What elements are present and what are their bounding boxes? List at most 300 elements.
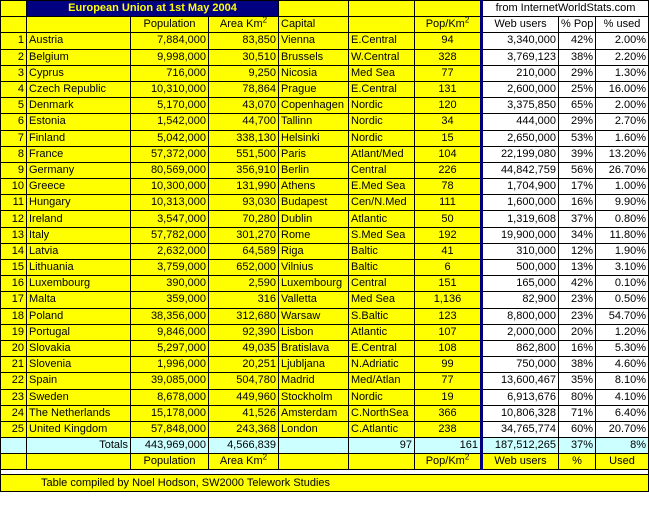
pct-used-cell: 2.00% — [596, 98, 649, 114]
density-cell: 50 — [415, 211, 482, 227]
pct-used-cell: 1.30% — [596, 65, 649, 81]
country-cell: Lithuania — [27, 260, 131, 276]
web-users-cell: 3,375,850 — [482, 98, 559, 114]
header-pop-km: Pop/Km$^2$ — [415, 17, 482, 33]
web-users-cell: 3,340,000 — [482, 33, 559, 49]
capital-cell: Luxembourg — [279, 276, 349, 292]
capital-cell: Stockholm — [279, 389, 349, 405]
table-row — [1, 49, 649, 65]
pct-used-cell: 1.90% — [596, 243, 649, 259]
capital-cell: Ljubljana — [279, 357, 349, 373]
region-cell: Nordic — [349, 98, 415, 114]
region-cell: Baltic — [349, 260, 415, 276]
density-cell: 19 — [415, 389, 482, 405]
population-cell: 1,542,000 — [131, 114, 209, 130]
row-number: 21 — [1, 357, 27, 373]
area-cell: 9,250 — [209, 65, 279, 81]
capital-cell: Valletta — [279, 292, 349, 308]
header-row — [1, 17, 649, 33]
density-cell: 108 — [415, 340, 482, 356]
region-cell: Med Sea — [349, 65, 415, 81]
web-users-cell: 13,600,467 — [482, 373, 559, 389]
country-cell: Poland — [27, 308, 131, 324]
web-users-cell: 210,000 — [482, 65, 559, 81]
pct-pop-cell: 71% — [559, 405, 596, 421]
population-cell: 80,569,000 — [131, 162, 209, 178]
country-cell: Ireland — [27, 211, 131, 227]
country-cell: Latvia — [27, 243, 131, 259]
web-users-cell: 310,000 — [482, 243, 559, 259]
country-cell: Sweden — [27, 389, 131, 405]
density-cell: 151 — [415, 276, 482, 292]
population-cell: 38,356,000 — [131, 308, 209, 324]
row-number: 10 — [1, 179, 27, 195]
table-row — [1, 195, 649, 211]
country-cell: Slovenia — [27, 357, 131, 373]
region-cell: C.NorthSea — [349, 405, 415, 421]
capital-cell: Vilnius — [279, 260, 349, 276]
population-cell: 716,000 — [131, 65, 209, 81]
country-cell: Hungary — [27, 195, 131, 211]
density-cell: 366 — [415, 405, 482, 421]
row-number: 11 — [1, 195, 27, 211]
table-row — [1, 260, 649, 276]
population-cell: 5,297,000 — [131, 340, 209, 356]
country-cell: Spain — [27, 373, 131, 389]
country-cell: Austria — [27, 33, 131, 49]
area-cell: 44,700 — [209, 114, 279, 130]
region-cell: N.Adriatic — [349, 357, 415, 373]
empty-cell — [27, 454, 131, 470]
pct-pop-cell: 38% — [559, 357, 596, 373]
totals-area: 4,566,839 — [209, 438, 279, 454]
empty-cell — [415, 1, 482, 17]
bottom-header-used: Used — [596, 454, 649, 470]
row-number: 12 — [1, 211, 27, 227]
row-number: 24 — [1, 405, 27, 421]
web-users-cell: 82,900 — [482, 292, 559, 308]
density-cell: 41 — [415, 243, 482, 259]
density-cell: 77 — [415, 65, 482, 81]
area-cell: 78,864 — [209, 81, 279, 97]
population-cell: 8,678,000 — [131, 389, 209, 405]
web-users-cell: 2,600,000 — [482, 81, 559, 97]
area-cell: 49,035 — [209, 340, 279, 356]
density-cell: 123 — [415, 308, 482, 324]
population-cell: 3,759,000 — [131, 260, 209, 276]
footer-row — [1, 475, 649, 491]
pct-used-cell: 4.60% — [596, 357, 649, 373]
pct-pop-cell: 53% — [559, 130, 596, 146]
pct-used-cell: 8.10% — [596, 373, 649, 389]
pct-pop-cell: 56% — [559, 162, 596, 178]
bottom-header-pct: % — [559, 454, 596, 470]
pct-pop-cell: 39% — [559, 146, 596, 162]
pct-used-cell: 2.20% — [596, 49, 649, 65]
table-row — [1, 114, 649, 130]
population-cell: 5,170,000 — [131, 98, 209, 114]
country-cell: France — [27, 146, 131, 162]
row-number: 9 — [1, 162, 27, 178]
pct-pop-cell: 20% — [559, 324, 596, 340]
pct-used-cell: 26.70% — [596, 162, 649, 178]
area-cell: 83,850 — [209, 33, 279, 49]
capital-cell: Athens — [279, 179, 349, 195]
web-users-cell: 2,000,000 — [482, 324, 559, 340]
empty-cell — [349, 17, 415, 33]
capital-cell: Helsinki — [279, 130, 349, 146]
pct-pop-cell: 23% — [559, 308, 596, 324]
table-row — [1, 243, 649, 259]
pct-used-cell: 1.60% — [596, 130, 649, 146]
empty-cell — [349, 1, 415, 17]
pct-pop-cell: 65% — [559, 98, 596, 114]
region-cell: E.Med Sea — [349, 179, 415, 195]
table-row — [1, 162, 649, 178]
pct-pop-cell: 29% — [559, 114, 596, 130]
table-row — [1, 81, 649, 97]
web-users-cell: 3,769,123 — [482, 49, 559, 65]
pct-used-cell: 4.10% — [596, 389, 649, 405]
pct-used-cell: 2.70% — [596, 114, 649, 130]
pct-used-cell: 16.00% — [596, 81, 649, 97]
population-cell: 390,000 — [131, 276, 209, 292]
capital-cell: Brussels — [279, 49, 349, 65]
totals-region: 97 — [349, 438, 415, 454]
region-cell: Nordic — [349, 389, 415, 405]
country-cell: Belgium — [27, 49, 131, 65]
country-cell: Italy — [27, 227, 131, 243]
population-cell: 15,178,000 — [131, 405, 209, 421]
density-cell: 15 — [415, 130, 482, 146]
bottom-header-area: Area Km$^2$ — [209, 454, 279, 470]
row-number: 5 — [1, 98, 27, 114]
capital-cell: London — [279, 421, 349, 437]
region-cell: E.Central — [349, 340, 415, 356]
pct-pop-cell: 17% — [559, 179, 596, 195]
area-cell: 20,251 — [209, 357, 279, 373]
table-row — [1, 130, 649, 146]
pct-used-cell: 13.20% — [596, 146, 649, 162]
table-row — [1, 33, 649, 49]
web-users-cell: 165,000 — [482, 276, 559, 292]
row-number: 20 — [1, 340, 27, 356]
region-cell: Central — [349, 276, 415, 292]
density-cell: 238 — [415, 421, 482, 437]
pct-used-cell: 54.70% — [596, 308, 649, 324]
table-title: European Union at 1st May 2004 — [27, 1, 279, 17]
country-cell: Estonia — [27, 114, 131, 130]
row-number: 2 — [1, 49, 27, 65]
region-cell: Atlant/Med — [349, 146, 415, 162]
capital-cell: Vienna — [279, 33, 349, 49]
area-cell: 301,270 — [209, 227, 279, 243]
pct-used-cell: 1.20% — [596, 324, 649, 340]
row-number: 15 — [1, 260, 27, 276]
density-cell: 328 — [415, 49, 482, 65]
table-row — [1, 405, 649, 421]
capital-cell: Berlin — [279, 162, 349, 178]
pct-used-cell: 11.80% — [596, 227, 649, 243]
capital-cell: Rome — [279, 227, 349, 243]
empty-cell — [279, 438, 349, 454]
population-cell: 1,996,000 — [131, 357, 209, 373]
area-cell: 551,500 — [209, 146, 279, 162]
region-cell: W.Central — [349, 49, 415, 65]
web-users-cell: 1,319,608 — [482, 211, 559, 227]
totals-web-users: 187,512,265 — [482, 438, 559, 454]
pct-pop-cell: 35% — [559, 373, 596, 389]
pct-used-cell: 0.80% — [596, 211, 649, 227]
web-users-cell: 19,900,000 — [482, 227, 559, 243]
country-cell: Portugal — [27, 324, 131, 340]
web-users-cell: 1,600,000 — [482, 195, 559, 211]
country-cell: Malta — [27, 292, 131, 308]
totals-pct-pop: 37% — [559, 438, 596, 454]
table-row — [1, 292, 649, 308]
population-cell: 7,884,000 — [131, 33, 209, 49]
region-cell: Nordic — [349, 114, 415, 130]
pct-pop-cell: 29% — [559, 65, 596, 81]
population-cell: 5,042,000 — [131, 130, 209, 146]
row-number: 19 — [1, 324, 27, 340]
table-row — [1, 389, 649, 405]
row-number: 16 — [1, 276, 27, 292]
pct-used-cell: 2.00% — [596, 33, 649, 49]
area-cell: 2,590 — [209, 276, 279, 292]
capital-cell: Amsterdam — [279, 405, 349, 421]
totals-density: 161 — [415, 438, 482, 454]
density-cell: 99 — [415, 357, 482, 373]
region-cell: Nordic — [349, 130, 415, 146]
density-cell: 131 — [415, 81, 482, 97]
pct-pop-cell: 38% — [559, 49, 596, 65]
web-users-cell: 22,199,080 — [482, 146, 559, 162]
bottom-header-pop-km: Pop/Km$^2$ — [415, 454, 482, 470]
empty-cell — [349, 454, 415, 470]
region-cell: E.Central — [349, 33, 415, 49]
table-row — [1, 421, 649, 437]
table-row — [1, 227, 649, 243]
bottom-header-web-users: Web users — [482, 454, 559, 470]
capital-cell: Bratislava — [279, 340, 349, 356]
web-users-cell: 444,000 — [482, 114, 559, 130]
pct-pop-cell: 42% — [559, 276, 596, 292]
web-users-cell: 862,800 — [482, 340, 559, 356]
capital-cell: Tallinn — [279, 114, 349, 130]
pct-pop-cell: 16% — [559, 195, 596, 211]
country-cell: Germany — [27, 162, 131, 178]
region-cell: S.Med Sea — [349, 227, 415, 243]
source-label: from InternetWorldStats.com — [482, 1, 649, 17]
table-row — [1, 146, 649, 162]
web-users-cell: 750,000 — [482, 357, 559, 373]
area-cell: 93,030 — [209, 195, 279, 211]
area-cell: 243,368 — [209, 421, 279, 437]
population-cell: 57,848,000 — [131, 421, 209, 437]
totals-label: Totals — [27, 438, 131, 454]
capital-cell: Nicosia — [279, 65, 349, 81]
row-number: 7 — [1, 130, 27, 146]
pct-pop-cell: 23% — [559, 292, 596, 308]
web-users-cell: 8,800,000 — [482, 308, 559, 324]
empty-cell — [27, 17, 131, 33]
header-pct-pop: % Pop — [559, 17, 596, 33]
capital-cell: Paris — [279, 146, 349, 162]
bottom-header-row — [1, 454, 649, 470]
area-cell: 131,990 — [209, 179, 279, 195]
area-cell: 70,280 — [209, 211, 279, 227]
capital-cell: Warsaw — [279, 308, 349, 324]
pct-used-cell: 1.00% — [596, 179, 649, 195]
area-cell: 41,526 — [209, 405, 279, 421]
table-row — [1, 324, 649, 340]
region-cell: Baltic — [349, 243, 415, 259]
header-pct-used: % used — [596, 17, 649, 33]
pct-used-cell: 9.90% — [596, 195, 649, 211]
totals-pct-used: 8% — [596, 438, 649, 454]
corner-cell — [1, 1, 27, 17]
pct-used-cell: 0.10% — [596, 276, 649, 292]
table-row — [1, 276, 649, 292]
totals-row — [1, 438, 649, 454]
region-cell: S.Baltic — [349, 308, 415, 324]
pct-used-cell: 3.10% — [596, 260, 649, 276]
table-row — [1, 98, 649, 114]
area-cell: 652,000 — [209, 260, 279, 276]
web-users-cell: 44,842,759 — [482, 162, 559, 178]
capital-cell: Dublin — [279, 211, 349, 227]
country-cell: United Kingdom — [27, 421, 131, 437]
area-cell: 92,390 — [209, 324, 279, 340]
pct-used-cell: 5.30% — [596, 340, 649, 356]
population-cell: 9,998,000 — [131, 49, 209, 65]
density-cell: 94 — [415, 33, 482, 49]
density-cell: 1,136 — [415, 292, 482, 308]
area-cell: 449,960 — [209, 389, 279, 405]
web-users-cell: 500,000 — [482, 260, 559, 276]
density-cell: 192 — [415, 227, 482, 243]
row-number: 1 — [1, 33, 27, 49]
pct-used-cell: 20.70% — [596, 421, 649, 437]
empty-cell — [1, 438, 27, 454]
row-number: 14 — [1, 243, 27, 259]
row-number: 22 — [1, 373, 27, 389]
header-area: Area Km$^2$ — [209, 17, 279, 33]
population-cell: 57,372,000 — [131, 146, 209, 162]
empty-cell — [1, 17, 27, 33]
area-cell: 30,510 — [209, 49, 279, 65]
pct-pop-cell: 42% — [559, 33, 596, 49]
density-cell: 226 — [415, 162, 482, 178]
row-number: 25 — [1, 421, 27, 437]
population-cell: 10,300,000 — [131, 179, 209, 195]
web-users-cell: 10,806,328 — [482, 405, 559, 421]
row-number: 6 — [1, 114, 27, 130]
row-number: 3 — [1, 65, 27, 81]
table-row — [1, 65, 649, 81]
row-number: 4 — [1, 81, 27, 97]
header-population: Population — [131, 17, 209, 33]
row-number: 18 — [1, 308, 27, 324]
pct-used-cell: 0.50% — [596, 292, 649, 308]
area-cell: 316 — [209, 292, 279, 308]
population-cell: 57,782,000 — [131, 227, 209, 243]
pct-pop-cell: 60% — [559, 421, 596, 437]
capital-cell: Prague — [279, 81, 349, 97]
pct-pop-cell: 16% — [559, 340, 596, 356]
area-cell: 64,589 — [209, 243, 279, 259]
density-cell: 77 — [415, 373, 482, 389]
pct-pop-cell: 37% — [559, 211, 596, 227]
capital-cell: Copenhagen — [279, 98, 349, 114]
density-cell: 34 — [415, 114, 482, 130]
capital-cell: Riga — [279, 243, 349, 259]
row-number: 17 — [1, 292, 27, 308]
region-cell: Cen/N.Med — [349, 195, 415, 211]
capital-cell: Madrid — [279, 373, 349, 389]
empty-cell — [279, 454, 349, 470]
population-cell: 2,632,000 — [131, 243, 209, 259]
title-row — [1, 1, 649, 17]
header-capital: Capital — [279, 17, 349, 33]
web-users-cell: 34,765,774 — [482, 421, 559, 437]
area-cell: 312,680 — [209, 308, 279, 324]
table-row — [1, 179, 649, 195]
empty-cell — [279, 1, 349, 17]
country-cell: Czech Republic — [27, 81, 131, 97]
area-cell: 43,070 — [209, 98, 279, 114]
capital-cell: Lisbon — [279, 324, 349, 340]
pct-pop-cell: 80% — [559, 389, 596, 405]
web-users-cell: 6,913,676 — [482, 389, 559, 405]
population-cell: 359,000 — [131, 292, 209, 308]
region-cell: Atlantic — [349, 324, 415, 340]
population-cell: 10,313,000 — [131, 195, 209, 211]
row-number: 8 — [1, 146, 27, 162]
country-cell: The Netherlands — [27, 405, 131, 421]
area-cell: 338,130 — [209, 130, 279, 146]
area-cell: 356,910 — [209, 162, 279, 178]
density-cell: 107 — [415, 324, 482, 340]
pct-pop-cell: 13% — [559, 260, 596, 276]
region-cell: Med/Atlan — [349, 373, 415, 389]
footer-note: Table compiled by Noel Hodson, SW2000 Telework Studies — [1, 475, 649, 491]
web-users-cell: 1,704,900 — [482, 179, 559, 195]
population-cell: 9,846,000 — [131, 324, 209, 340]
capital-cell: Budapest — [279, 195, 349, 211]
region-cell: Atlantic — [349, 211, 415, 227]
country-cell: Greece — [27, 179, 131, 195]
table-row — [1, 340, 649, 356]
table-row — [1, 308, 649, 324]
population-cell: 10,310,000 — [131, 81, 209, 97]
empty-cell — [1, 454, 27, 470]
population-cell: 3,547,000 — [131, 211, 209, 227]
country-cell: Denmark — [27, 98, 131, 114]
country-cell: Finland — [27, 130, 131, 146]
bottom-header-population: Population — [131, 454, 209, 470]
pct-pop-cell: 34% — [559, 227, 596, 243]
table-row — [1, 357, 649, 373]
pct-pop-cell: 12% — [559, 243, 596, 259]
region-cell: C.Atlantic — [349, 421, 415, 437]
country-cell: Slovakia — [27, 340, 131, 356]
region-cell: Med Sea — [349, 292, 415, 308]
density-cell: 120 — [415, 98, 482, 114]
area-cell: 504,780 — [209, 373, 279, 389]
region-cell: E.Central — [349, 81, 415, 97]
